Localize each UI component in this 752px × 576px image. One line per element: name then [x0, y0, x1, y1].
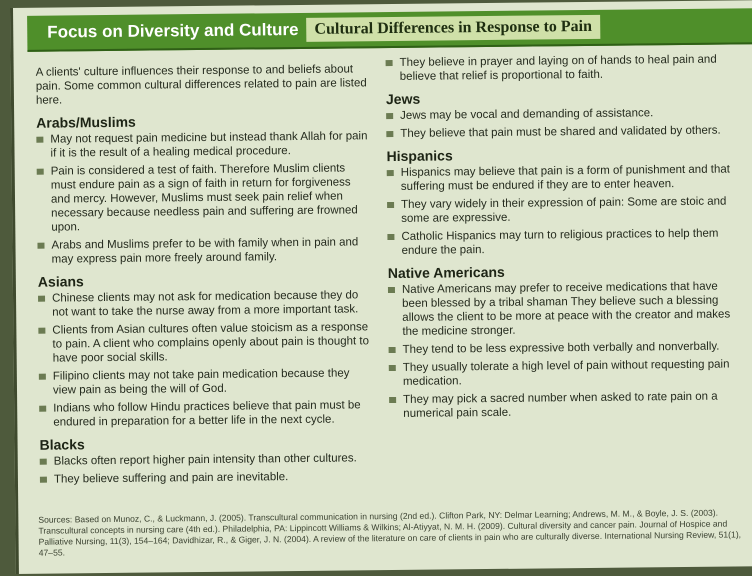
list-item: They usually tolerate a high level of pain without requesting pain medication.: [389, 357, 741, 389]
section-heading-hispanics: Hispanics: [386, 147, 453, 165]
list-item: They vary widely in their expression of pain: Some are stoic and some are expressive.: [387, 194, 739, 226]
list-item: Indians who follow Hindu practices believe that pain must be endured in preparation for a better life in the next cycle.: [39, 398, 375, 430]
list-item: Jews may be vocal and demanding of assistance.: [386, 105, 738, 123]
square-bullet-icon: [36, 137, 43, 143]
list-item: Clients from Asian cultures often value stoicism as a response to pain. A client who complains openly about pain is thought to have poor social skills.: [38, 320, 374, 366]
square-bullet-icon: [388, 287, 395, 293]
list-item: Hispanics may believe that pain is a form of punishment and that suffering must be endured if they are to enter heaven.: [387, 162, 739, 194]
square-bullet-icon: [38, 328, 45, 334]
list-item: Blacks often report higher pain intensity than other cultures.: [40, 451, 376, 469]
list-item: They believe that pain must be shared and validated by others.: [386, 123, 738, 141]
list-item: Catholic Hispanics may turn to religious practices to help them endure the pain.: [387, 226, 739, 258]
left-column: [36, 54, 377, 490]
sources-footnote: Sources: Based on Munoz, C., & Luckmann, J. (2005). Transcultural communication in nursing (2nd ed.). Clifton Park, NY: Delmar Learning; Andrews, M. M., & Boyle, J. S. (2003). Transcultural concepts in nursing care (4th ed.). Philadelphia, PA: Lippincott Williams & Wilkins; Al-Atiyyat, N. M. H. (2009). Cultural diversity and cancer pain. Journal of Hospice and Palliative Nursing, 11(3), 154–164; Davidhizar, R., & Giger, J. N. (2004). A review of the literature on care of clients in pain who are culturally diverse. International Nursing Review, 51(1), 47–55.: [38, 507, 742, 558]
square-bullet-icon: [40, 459, 47, 465]
square-bullet-icon: [387, 234, 394, 240]
list-item: They believe in prayer and laying on of hands to heal pain and believe that relief is proportional to faith.: [386, 52, 738, 84]
square-bullet-icon: [387, 170, 394, 176]
square-bullet-icon: [39, 406, 46, 412]
square-bullet-icon: [37, 243, 44, 249]
list-item: Filipino clients may not take pain medication because they view pain as being the will of God.: [39, 366, 375, 398]
list-item: Pain is considered a test of faith. Therefore Muslim clients must endure pain as a sign of faith in return for forgiveness and mercy. However, Muslims must seek pain relief when necessary because needless pain and suffering are frowned upon.: [37, 161, 374, 235]
list-item: They tend to be less expressive both verbally and nonverbally.: [389, 339, 741, 357]
square-bullet-icon: [387, 202, 394, 208]
square-bullet-icon: [39, 374, 46, 380]
box-header: [27, 8, 752, 52]
square-bullet-icon: [389, 347, 396, 353]
intro-paragraph: A clients' culture influences their response to and beliefs about pain. Some common cultural differences related to pain are listed here.: [35, 63, 367, 107]
list-item: Native Americans may prefer to receive medications that have been blessed by a tribal shaman They believe such a blessing allows the client to be more at peace with the creator and makes the medicine stronger.: [388, 279, 741, 339]
textbook-page: [10, 0, 752, 574]
list-item: They may pick a sacred number when asked to rate pain on a numerical pain scale.: [389, 389, 741, 421]
square-bullet-icon: [38, 296, 45, 302]
square-bullet-icon: [386, 131, 393, 137]
section-heading-native-americans: Native Americans: [387, 263, 505, 282]
box-title: Cultural Differences in Response to Pain: [306, 15, 600, 42]
square-bullet-icon: [389, 365, 396, 371]
square-bullet-icon: [37, 169, 44, 175]
square-bullet-icon: [389, 397, 396, 403]
section-heading-arabs-muslims: Arabs/Muslims: [36, 113, 136, 131]
section-heading-blacks: Blacks: [39, 436, 85, 453]
list-item: Arabs and Muslims prefer to be with family when in pain and may express pain more freely around family.: [37, 235, 373, 267]
list-item: They believe suffering and pain are inevitable.: [40, 469, 376, 487]
list-item: May not request pain medicine but instead thank Allah for pain if it is the result of a healing medical procedure.: [36, 129, 372, 161]
right-column: [386, 50, 742, 425]
section-heading-jews: Jews: [385, 90, 421, 108]
focus-label: Focus on Diversity and Culture: [47, 19, 299, 42]
section-heading-asians: Asians: [37, 273, 84, 290]
square-bullet-icon: [386, 60, 393, 66]
list-item: Chinese clients may not ask for medication because they do not want to take the nurse away from a more important task.: [38, 288, 374, 320]
square-bullet-icon: [40, 477, 47, 483]
square-bullet-icon: [386, 113, 393, 119]
